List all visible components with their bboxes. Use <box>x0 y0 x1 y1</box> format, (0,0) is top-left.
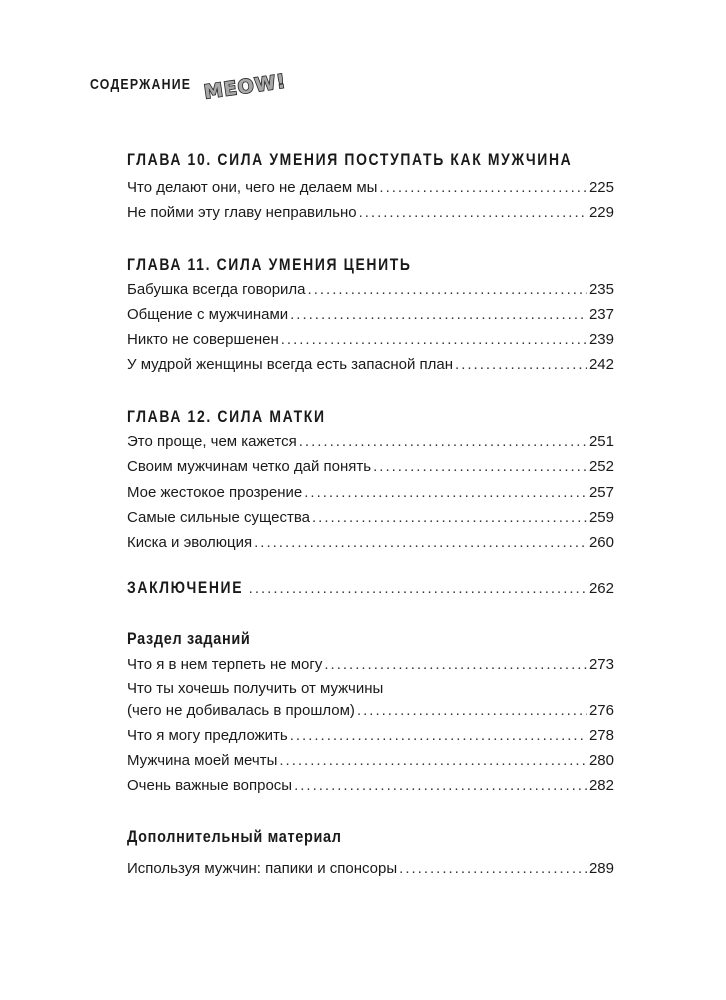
leader-dots <box>290 304 587 326</box>
entry-page: 260 <box>588 534 614 551</box>
toc-entry <box>127 775 614 797</box>
leader-dots <box>279 750 587 772</box>
entry-title: Бабушка всегда говорила <box>127 281 306 298</box>
conclusion-title: ЗАКЛЮЧЕНИЕ <box>127 578 244 597</box>
entry-page: 237 <box>588 306 614 323</box>
toc-entry <box>127 177 614 199</box>
entry-title: Что я могу предложить <box>127 727 288 744</box>
entry-page: 289 <box>588 860 614 877</box>
entry-page: 257 <box>588 484 614 501</box>
toc-entry <box>127 532 614 554</box>
entry-title: Используя мужчин: папики и спонсоры <box>127 860 398 877</box>
leader-dots <box>455 354 587 376</box>
leader-dots <box>373 456 587 478</box>
toc-entry <box>127 700 614 722</box>
leader-dots <box>324 654 587 676</box>
leader-dots <box>299 431 587 453</box>
entry-title: Никто не совершенен <box>127 331 279 348</box>
entry-title: Что делают они, чего не делаем мы <box>127 179 378 196</box>
toc-entry <box>127 304 614 326</box>
leader-dots <box>281 329 587 351</box>
entry-title: У мудрой женщины всегда есть запасной план <box>127 356 454 373</box>
entry-title: Не пойми эту главу неправильно <box>127 204 357 221</box>
leader-dots <box>312 507 587 529</box>
leader-dots <box>359 202 587 224</box>
entry-page: 278 <box>588 727 614 744</box>
toc-entry <box>127 456 614 478</box>
conclusion-entry <box>127 577 614 600</box>
leader-dots <box>254 532 587 554</box>
entry-title: Общение с мужчинами <box>127 306 289 323</box>
entry-title: Киска и эволюция <box>127 534 253 551</box>
chapter-heading: ГЛАВА 10. СИЛА УМЕНИЯ ПОСТУПАТЬ КАК МУЖЧИНА <box>127 150 573 169</box>
entry-page: 282 <box>588 777 614 794</box>
chapter-heading: ГЛАВА 11. СИЛА УМЕНИЯ ЦЕНИТЬ <box>127 255 412 274</box>
svg-text:MEOW!: MEOW! <box>202 70 288 104</box>
entry-title: (чего не добивалась в прошлом) <box>127 702 355 719</box>
entry-page: 239 <box>588 331 614 348</box>
chapter-heading: ГЛАВА 12. СИЛА МАТКИ <box>127 407 326 426</box>
toc-entry <box>127 858 614 880</box>
running-head: СОДЕРЖАНИЕ <box>90 76 192 93</box>
toc-entry <box>127 725 614 747</box>
leader-dots <box>308 279 587 301</box>
leader-dots <box>399 858 587 880</box>
toc-entry <box>127 202 614 224</box>
entry-title: Самые сильные существа <box>127 509 310 526</box>
leader-dots <box>357 700 587 722</box>
entry-title: Что я в нем терпеть не могу <box>127 656 323 673</box>
toc-entry <box>127 354 614 376</box>
toc-entry <box>127 482 614 504</box>
entry-title: Это проще, чем кажется <box>127 433 297 450</box>
entry-page: 262 <box>588 580 614 597</box>
entry-page: 235 <box>588 281 614 298</box>
entry-title: Мужчина моей мечты <box>127 752 278 769</box>
section-heading: Дополнительный материал <box>127 827 342 846</box>
leader-dots <box>290 725 587 747</box>
entry-title: Очень важные вопросы <box>127 777 293 794</box>
toc-entry <box>127 431 614 453</box>
leader-dots <box>249 578 587 600</box>
leader-dots <box>304 482 587 504</box>
entry-page: 280 <box>588 752 614 769</box>
leader-dots <box>379 177 587 199</box>
toc-entry <box>127 279 614 301</box>
entry-title-line1: Что ты хочешь получить от мужчины <box>127 680 384 697</box>
entry-page: 242 <box>588 356 614 373</box>
toc-entry <box>127 507 614 529</box>
toc-entry <box>127 750 614 772</box>
meow-logo <box>200 66 290 106</box>
entry-page: 229 <box>588 204 614 221</box>
leader-dots <box>294 775 587 797</box>
entry-page: 273 <box>588 656 614 673</box>
entry-page: 251 <box>588 433 614 450</box>
toc-entry <box>127 654 614 676</box>
entry-page: 259 <box>588 509 614 526</box>
toc-entry <box>127 329 614 351</box>
section-heading: Раздел заданий <box>127 629 251 648</box>
entry-title: Мое жестокое прозрение <box>127 484 303 501</box>
entry-page: 252 <box>588 458 614 475</box>
entry-page: 276 <box>588 702 614 719</box>
entry-title: Своим мужчинам четко дай понять <box>127 458 372 475</box>
entry-page: 225 <box>588 179 614 196</box>
